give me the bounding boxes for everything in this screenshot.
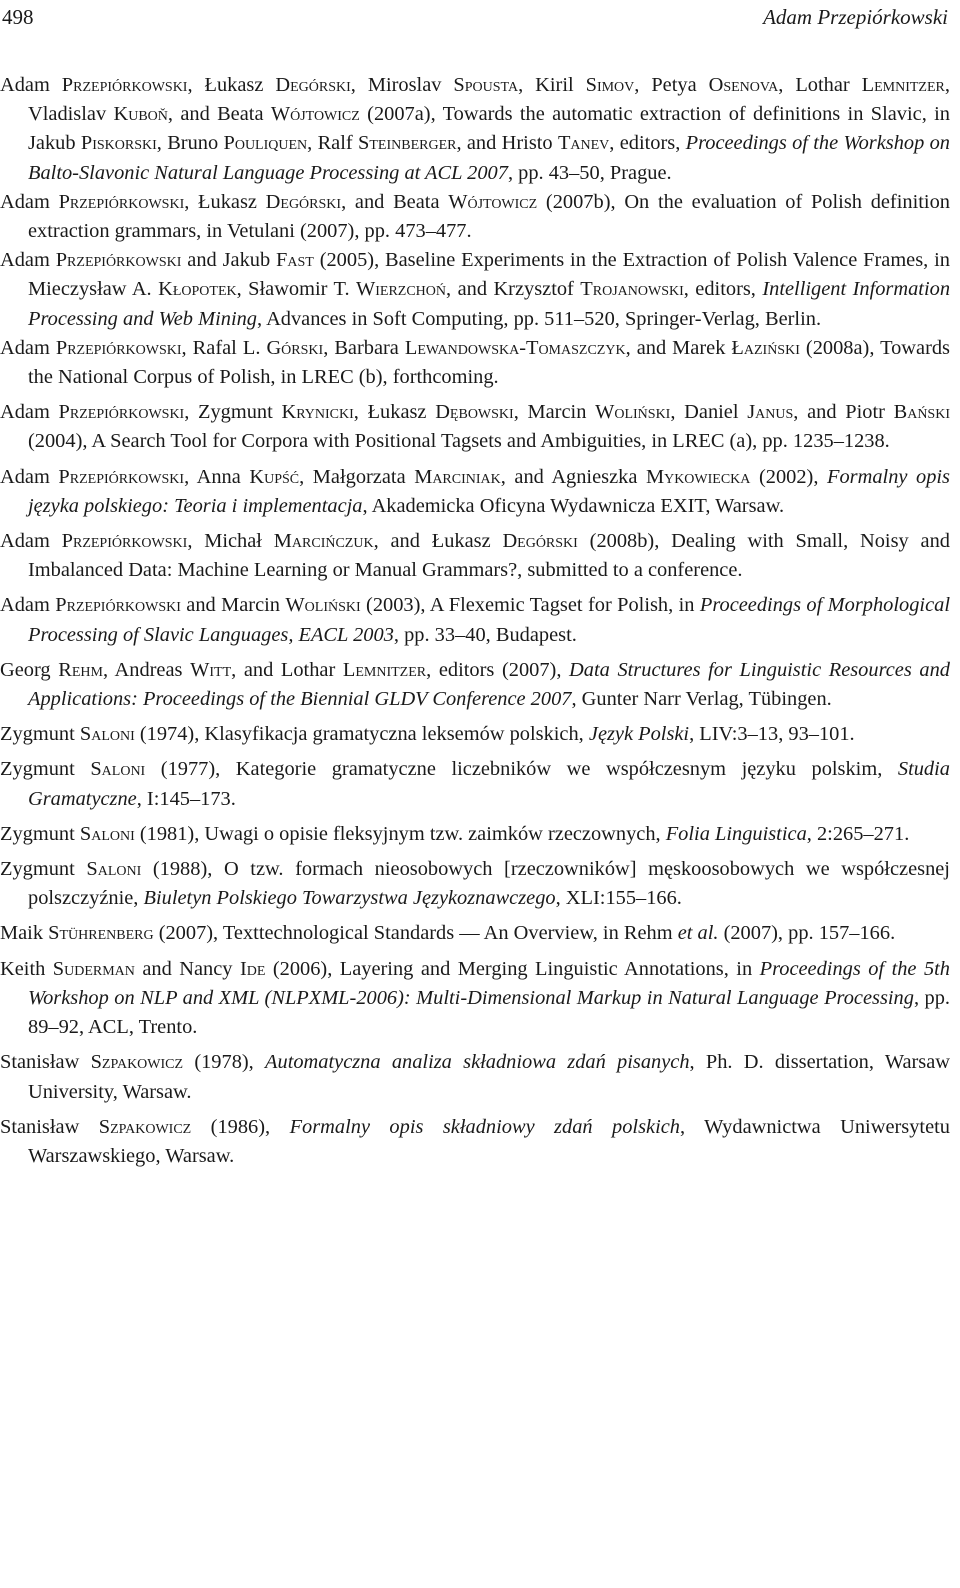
bib-entry (0, 398, 950, 456)
author-surname: Wierzchoń (356, 278, 447, 301)
bib-text: (2007), pp. 157–166. (718, 922, 896, 945)
author-surname: Saloni (79, 723, 135, 746)
bib-text: and Jakub (181, 249, 277, 272)
author-surname: Kupść (249, 465, 300, 488)
author-surname: Janus (747, 401, 794, 424)
bib-text: , Advances in Soft Computing, pp. 511–520, Springer-Verlag, Berlin. (257, 307, 822, 330)
bib-text: Adam (0, 336, 56, 359)
author-surname: Przepiórkowski (61, 74, 188, 96)
author-surname: Przepiórkowski (55, 249, 182, 272)
page-header (0, 0, 956, 34)
bib-text: , Petya (634, 74, 709, 96)
author-surname: Lemnitzer (342, 658, 427, 681)
author-surname: Marciniak (414, 465, 501, 488)
bib-text: and Nancy (134, 957, 240, 980)
bib-text: (2002), (750, 465, 828, 488)
bib-text: Zygmunt (0, 758, 91, 781)
bib-entry (0, 1113, 950, 1171)
bib-text: , and Agnieszka (500, 465, 646, 488)
bib-text: , editors (2007), (426, 658, 570, 681)
running-head: Adam Przepiórkowski (763, 5, 948, 29)
author-surname: Krynicki (281, 401, 354, 424)
author-surname: Spousta (453, 74, 519, 96)
author-surname: Degórski (265, 190, 342, 213)
author-surname: Suderman (52, 957, 135, 980)
publication-title: Intelligent Information Processing and Web Mining (28, 278, 951, 330)
author-surname: Marcińczuk (273, 530, 374, 553)
author-surname: Wójtowicz (270, 103, 360, 126)
bib-entry (0, 334, 950, 392)
bib-text: (1986), (191, 1115, 290, 1138)
bib-text: , Łukasz (353, 401, 436, 424)
bib-text: , LIV:3–13, 93–101. (689, 723, 855, 746)
bib-text: (2003), A Flexemic Tagset for Polish, in (360, 594, 700, 617)
author-surname: Ide (239, 957, 266, 980)
bib-text: Adam (0, 401, 59, 424)
bib-text: (1981), Uwagi o opisie fleksyjnym tzw. zaimków rzeczownych, (134, 822, 666, 845)
author-surname: Stührenberg (48, 922, 154, 945)
author-surname: Bański (893, 401, 950, 424)
bib-text: (1974), Klasyfikacja gramatyczna leksemów polskich, (134, 723, 589, 746)
publication-title: Proceedings of the 5th Workshop on NLP and XML (NLPXML-2006): Multi-Dimensional Markup in Natural Language Processing (28, 957, 950, 1009)
bib-text: , Łukasz (184, 190, 266, 213)
bib-text: (2007b), On the evaluation of Polish definition extraction grammars, in Vetulani (2007), pp. 473–477. (28, 190, 950, 243)
publication-title: Studia Gramatyczne (28, 758, 950, 810)
bib-entry (0, 1048, 950, 1106)
bib-entry (0, 591, 950, 649)
bib-entry (0, 463, 950, 521)
bib-entry (0, 246, 950, 334)
bib-text: Adam (0, 74, 62, 96)
bib-text: , pp. 33–40, Budapest. (393, 623, 577, 646)
bib-text: Georg (0, 658, 59, 681)
publication-title: Data Structures for Linguistic Resources and Applications: Proceedings of the Biennial GLDV Conference 2007 (28, 658, 950, 711)
bib-text: , 2:265–271. (806, 822, 910, 845)
author-surname: Degórski (275, 74, 351, 96)
author-surname: Tanev (557, 132, 610, 155)
bib-text: , pp. 89–92, ACL, Trento. (28, 986, 950, 1039)
bib-text: Adam (0, 530, 62, 553)
author-surname: Dębowski (435, 401, 514, 424)
bib-text: Maik (0, 922, 49, 945)
author-surname: Pouliquen (223, 132, 308, 155)
author-surname: Saloni (90, 758, 146, 781)
bib-text: (2006), Layering and Merging Linguistic Annotations, in (265, 957, 760, 980)
author-surname: Lemnitzer (861, 74, 945, 96)
bib-text: Adam (0, 249, 56, 272)
author-surname: Saloni (86, 858, 142, 881)
bib-text: Stanisław (0, 1051, 91, 1074)
bib-text: , and Beata (341, 190, 449, 213)
bib-entry (0, 855, 950, 913)
bib-entry (0, 820, 950, 849)
bib-text: (2007), Texttechnological Standards — An Overview, in Rehm (153, 922, 678, 945)
author-surname: Witt (190, 658, 232, 681)
bib-entry (0, 919, 950, 948)
bib-text: Adam (0, 465, 59, 488)
bib-text: Adam (0, 594, 56, 617)
author-surname: Woliński (285, 594, 361, 617)
author-surname: Przepiórkowski (61, 530, 188, 553)
bib-text: , Zygmunt (184, 401, 282, 424)
bib-entry (0, 71, 950, 188)
bib-text: Adam (0, 190, 59, 213)
bibliography-list (0, 71, 950, 1177)
bib-text: Keith (0, 957, 53, 980)
bib-text: , and Łukasz (373, 530, 503, 553)
bib-text: , and Piotr (793, 401, 894, 424)
bib-entry (0, 955, 950, 1043)
bib-text: , and Marek (625, 336, 732, 359)
author-surname: Kłopotek (158, 278, 237, 301)
bib-text: Zygmunt (0, 858, 87, 881)
author-surname: Przepiórkowski (55, 336, 182, 359)
bib-text: , Ph. D. dissertation, Warsaw University, Warsaw. (28, 1051, 951, 1103)
author-surname: Łaziński (731, 336, 800, 359)
bib-text: , and Beata (167, 103, 271, 126)
bib-text: , Małgorzata (299, 465, 415, 488)
author-surname: Trojanowski (580, 278, 684, 301)
bib-text: (2007a), Towards the automatic extraction of definitions in Slavic, in Jakub (28, 103, 950, 155)
bib-text: (1977), Kategorie gramatyczne liczebników we współczesnym języku polskim, (145, 758, 898, 781)
bib-text: , Gunter Narr Verlag, Tübingen. (571, 688, 832, 711)
bib-entry (0, 656, 950, 714)
author-surname: Simov (585, 74, 635, 96)
bib-text: , Sławomir T. (236, 278, 356, 301)
publication-title: Język Polski (588, 723, 690, 746)
bib-text: (2008a), Towards the National Corpus of Polish, in LREC (b), forthcoming. (28, 336, 950, 389)
author-surname: Lewandowska-Tomaszczyk (404, 336, 626, 359)
bib-text: Zygmunt (0, 723, 80, 746)
bib-text: , Barbara (323, 336, 405, 359)
bib-entry (0, 720, 950, 749)
author-surname: Mykowiecka (645, 465, 751, 488)
author-surname: Szpakowicz (90, 1051, 184, 1074)
page-number: 498 (2, 5, 34, 29)
author-surname: Przepiórkowski (58, 401, 185, 424)
bib-text: (1988), O tzw. formach nieosobowych [rzeczowników] męskoosobowych we współczesnej polszczyźnie, (28, 858, 950, 910)
bib-text: and Marcin (180, 594, 286, 617)
bib-text: , and Hristo (456, 132, 558, 155)
author-surname: Przepiórkowski (55, 594, 181, 617)
author-surname: Górski (266, 336, 324, 359)
bib-text: , Daniel (670, 401, 748, 424)
publication-title: Folia Linguistica (665, 822, 807, 845)
author-surname: Przepiórkowski (58, 465, 185, 488)
bib-text: , I:145–173. (136, 787, 236, 810)
author-surname: Degórski (502, 530, 578, 553)
bib-text: Zygmunt (0, 822, 80, 845)
bib-entry (0, 527, 950, 585)
bib-text: , Anna (184, 465, 250, 488)
author-surname: Kuboň (113, 103, 168, 126)
bib-text: , Łukasz (187, 74, 276, 96)
bib-text: , Wydawnictwa Uniwersytetu Warszawskiego, Warsaw. (28, 1115, 950, 1167)
bib-text: , XLI:155–166. (555, 887, 682, 910)
publication-title: Formalny opis języka polskiego: Teoria i implementacja (28, 465, 950, 517)
bib-entry (0, 188, 950, 246)
bib-text: , editors, (609, 132, 686, 155)
bib-text: , Miroslav (350, 74, 454, 96)
bib-text: , pp. 43–50, Prague. (507, 161, 672, 184)
bib-text: (2008b), Dealing with Small, Noisy and Imbalanced Data: Machine Learning or Manual Grammars?, submitted to a conference. (28, 530, 950, 582)
author-surname: Piskorski (80, 132, 157, 155)
bib-text: , and Lothar (231, 658, 343, 681)
bib-text: , Andreas (102, 658, 191, 681)
author-surname: Steinberger (358, 132, 457, 155)
publication-title: Proceedings of the Workshop on Balto-Slavonic Natural Language Processing at ACL 2007 (28, 132, 951, 184)
bib-text: , Marcin (513, 401, 596, 424)
bib-text: , Rafal L. (181, 336, 267, 359)
bib-text: (2005), Baseline Experiments in the Extraction of Polish Valence Frames, in Mieczysław A. (28, 249, 950, 301)
bib-text: , Bruno (156, 132, 224, 155)
bib-text: , Lothar (778, 74, 862, 96)
bib-text: , editors, (683, 278, 763, 301)
author-surname: Szpakowicz (98, 1115, 192, 1138)
bib-text: , and Krzysztof (446, 278, 581, 301)
author-surname: Osenova (708, 74, 779, 96)
publication-title: Proceedings of Morphological Processing of Slavic Languages, EACL 2003 (28, 594, 950, 646)
publication-title: Formalny opis składniowy zdań polskich (289, 1115, 680, 1138)
bib-entry (0, 755, 950, 813)
author-surname: Rehm (58, 658, 103, 681)
publication-title: et al. (677, 922, 719, 945)
publication-title: Biuletyn Polskiego Towarzystwa Językoznawczego (143, 887, 556, 910)
author-surname: Woliński (595, 401, 671, 424)
author-surname: Saloni (79, 822, 135, 845)
bib-text: Stanisław (0, 1115, 99, 1138)
author-surname: Fast (276, 249, 314, 272)
author-surname: Przepiórkowski (58, 190, 185, 213)
bib-text: , Michał (187, 530, 274, 553)
bib-text: (1978), (183, 1051, 266, 1074)
bib-text: , Kiril (518, 74, 586, 96)
publication-title: Automatyczna analiza składniowa zdań pisanych (265, 1051, 690, 1074)
author-surname: Wójtowicz (448, 190, 538, 213)
bib-text: , Ralf (307, 132, 359, 155)
bib-text: , Akademicka Oficyna Wydawnicza EXIT, Warsaw. (362, 494, 785, 517)
bib-text: (2004), A Search Tool for Corpora with Positional Tagsets and Ambiguities, in LREC (a), pp. 1235–1238. (28, 430, 890, 453)
bib-text: , Vladislav (28, 74, 950, 126)
